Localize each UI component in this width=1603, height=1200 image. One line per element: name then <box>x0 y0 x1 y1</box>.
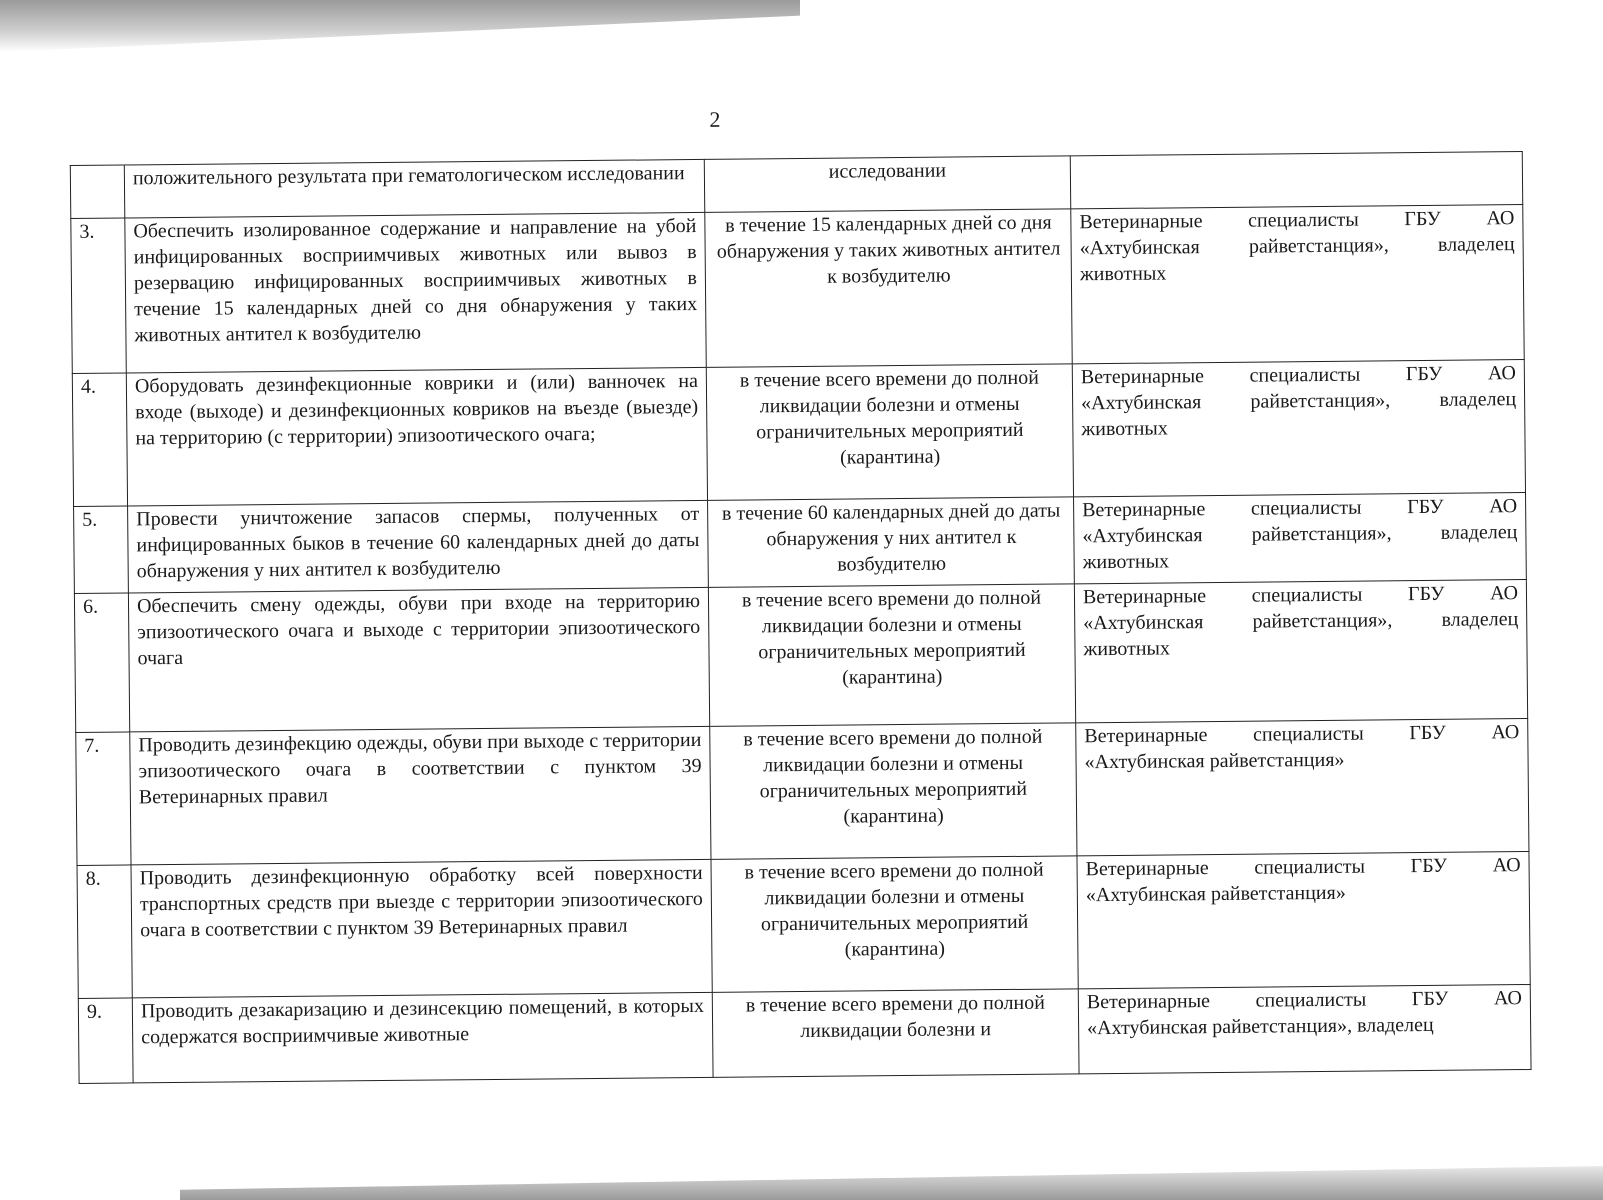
responsible-cell <box>1070 152 1522 209</box>
measure-cell: Оборудовать дезинфекционные коврики и (или) ванночек на входе (выходе) и дезинфекционных ковриков на въезде (выезде) на территорию (с территории) эпизоотического очага; <box>126 367 707 506</box>
measure-cell: Обеспечить изолированное содержание и направление на убой инфицированных восприимчивых животных или вывоз в резервацию инфицированных восприимчивых животных в течение 15 календарных дней со дня обнаружения у таких животных антител к возбудителю <box>125 212 706 373</box>
term-cell <box>711 856 1078 993</box>
term-text: в течение всего времени до полной ликвидации болезни и отмены ограничительных мероприятий (карантина) <box>743 725 1043 828</box>
measure-cell: Проводить дезинфекционную обработку всей поверхности транспортных средств при выезде с территории эпизоотического очага в соответствии с пунктом 39 Ветеринарных правил <box>131 859 712 998</box>
row-number: 4. <box>72 373 127 507</box>
term-cell <box>710 723 1077 860</box>
table-row <box>72 360 1525 507</box>
term-text: в течение 60 календарных дней до даты обнаружения у них антител к возбудителю <box>721 499 1061 576</box>
measure-cell: Проводить дезакаризацию и дезинсекцию помещений, в которых содержатся восприимчивые животные <box>132 992 713 1083</box>
responsible-cell: Ветеринарные специалисты ГБУ АО «Ахтубинская райветстанция», владелец животных <box>1071 205 1524 364</box>
measures-table <box>70 151 1532 1084</box>
term-cell <box>708 584 1075 727</box>
row-number: 9. <box>78 998 133 1084</box>
table-row <box>74 493 1527 594</box>
table-row <box>78 985 1531 1084</box>
responsible-cell: Ветеринарные специалисты ГБУ АО «Ахтубинская райветстанция» <box>1076 719 1529 856</box>
page-number: 2 <box>709 106 721 132</box>
table-row <box>77 852 1530 999</box>
responsible-cell: Ветеринарные специалисты ГБУ АО «Ахтубинская райветстанция», владелец <box>1078 985 1531 1074</box>
table-row <box>74 580 1527 733</box>
measure-cell: Обеспечить смену одежды, обуви при входе на территорию эпизоотического очага и выходе с территории эпизоотического очага <box>128 587 709 732</box>
term-text: исследовании <box>828 159 947 183</box>
responsible-cell: Ветеринарные специалисты ГБУ АО «Ахтубинская райветстанция», владелец животных <box>1072 360 1525 497</box>
term-cell <box>706 364 1073 501</box>
term-cell <box>708 497 1075 588</box>
responsible-cell: Ветеринарные специалисты ГБУ АО «Ахтубинская райветстанция» <box>1077 852 1530 989</box>
row-number: 8. <box>77 865 132 999</box>
term-text: в течение всего времени до полной ликвидации болезни и отмены ограничительных мероприятий (карантина) <box>739 366 1040 469</box>
row-number: 6. <box>74 593 129 733</box>
term-text: в течение всего времени до полной ликвидации болезни и отмены ограничительных мероприятий (карантина) <box>744 858 1044 961</box>
row-number: 7. <box>76 732 131 866</box>
responsible-cell: Ветеринарные специалисты ГБУ АО «Ахтубинская райветстанция», владелец животных <box>1074 493 1527 584</box>
responsible-cell: Ветеринарные специалисты ГБУ АО «Ахтубинская райветстанция», владелец животных <box>1074 580 1527 723</box>
row-number: 3. <box>71 218 126 374</box>
measure-cell: положительного результата при гематологическом исследовании <box>124 159 704 218</box>
measure-cell: Провести уничтожение запасов спермы, полученных от инфицированных быков в течение 60 календарных дней до даты обнаружения у них антител к возбудителю <box>128 500 709 593</box>
table-row <box>71 205 1524 374</box>
term-cell <box>712 989 1079 1078</box>
row-number <box>70 165 125 219</box>
term-text: в течение всего времени до полной ликвидации болезни и <box>745 991 1046 1043</box>
term-text: в течение всего времени до полной ликвидации болезни и отмены ограничительных мероприятий (карантина) <box>741 586 1042 689</box>
term-cell <box>704 156 1070 213</box>
term-cell <box>705 209 1072 368</box>
term-text: в течение 15 календарных дней со дня обнаружения у таких животных антител к возбудителю <box>716 211 1061 288</box>
measure-cell: Проводить дезинфекцию одежды, обуви при выходе с территории эпизоотического очага в соответствии с пунктом 39 Ветеринарных правил <box>130 726 711 865</box>
row-number: 5. <box>74 506 129 594</box>
table-row <box>76 719 1529 866</box>
